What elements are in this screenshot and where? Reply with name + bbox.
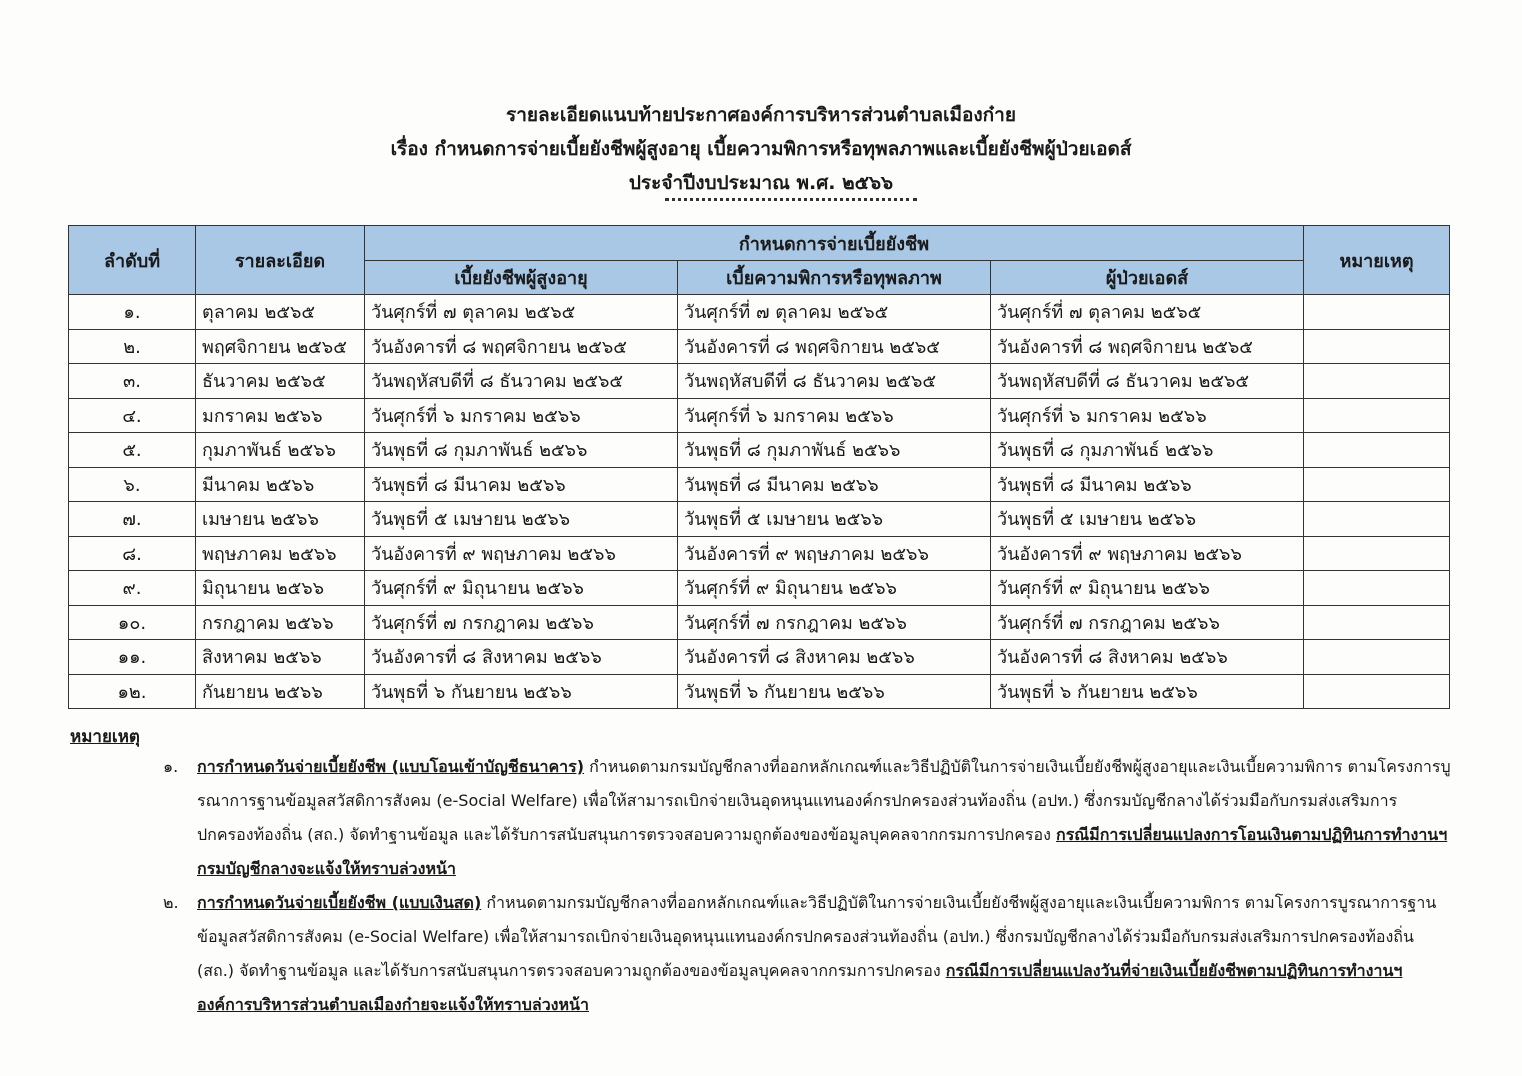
row-number: ๑๑. [69,640,196,675]
header-no: ลำดับที่ [69,226,196,295]
title-line-3: ประจำปีงบประมาณ พ.ศ. ๒๕๖๖ [628,172,894,194]
row-remark [1304,329,1450,364]
row-remark [1304,295,1450,330]
header-elderly: เบี้ยยังชีพผู้สูงอายุ [365,261,678,295]
row-disabled-date: วันพุธที่ ๘ กุมภาพันธ์ ๒๕๖๖ [678,433,991,468]
row-elderly-date: วันศุกร์ที่ ๖ มกราคม ๒๕๖๖ [365,398,678,433]
row-elderly-date: วันอังคารที่ ๘ สิงหาคม ๒๕๖๖ [365,640,678,675]
row-month: เมษายน ๒๕๖๖ [196,502,365,537]
row-remark [1304,433,1450,468]
table-row [69,433,1450,468]
row-remark [1304,467,1450,502]
row-remark [1304,605,1450,640]
row-elderly-date: วันศุกร์ที่ ๙ มิถุนายน ๒๕๖๖ [365,571,678,606]
row-month: มิถุนายน ๒๕๖๖ [196,571,365,606]
row-number: ๙. [69,571,196,606]
row-remark [1304,674,1450,709]
row-elderly-date: วันศุกร์ที่ ๗ กรกฎาคม ๒๕๖๖ [365,605,678,640]
row-number: ๓. [69,364,196,399]
row-month: พฤศจิกายน ๒๕๖๕ [196,329,365,364]
row-disabled-date: วันอังคารที่ ๘ พฤศจิกายน ๒๕๖๕ [678,329,991,364]
header-remark: หมายเหตุ [1304,226,1450,295]
row-aids-date: วันศุกร์ที่ ๗ กรกฎาคม ๒๕๖๖ [991,605,1304,640]
row-disabled-date: วันอังคารที่ ๘ สิงหาคม ๒๕๖๖ [678,640,991,675]
table-row [69,364,1450,399]
row-month: กันยายน ๒๕๖๖ [196,674,365,709]
table-row [69,536,1450,571]
row-elderly-date: วันพฤหัสบดีที่ ๘ ธันวาคม ๒๕๖๕ [365,364,678,399]
table-row [69,674,1450,709]
note-item [163,750,1453,886]
note-text [197,886,1453,1022]
row-aids-date: วันศุกร์ที่ ๖ มกราคม ๒๕๖๖ [991,398,1304,433]
row-aids-date: วันอังคารที่ ๙ พฤษภาคม ๒๕๖๖ [991,536,1304,571]
row-month: กุมภาพันธ์ ๒๕๖๖ [196,433,365,468]
row-disabled-date: วันศุกร์ที่ ๙ มิถุนายน ๒๕๖๖ [678,571,991,606]
row-elderly-date: วันอังคารที่ ๙ พฤษภาคม ๒๕๖๖ [365,536,678,571]
row-month: กรกฎาคม ๒๕๖๖ [196,605,365,640]
row-month: มกราคม ๒๕๖๖ [196,398,365,433]
note-text [197,750,1453,886]
table-row [69,640,1450,675]
header-disabled: เบี้ยความพิการหรือทุพลภาพ [678,261,991,295]
row-disabled-date: วันศุกร์ที่ ๗ กรกฎาคม ๒๕๖๖ [678,605,991,640]
row-disabled-date: วันพุธที่ ๕ เมษายน ๒๕๖๖ [678,502,991,537]
row-aids-date: วันพุธที่ ๘ กุมภาพันธ์ ๒๕๖๖ [991,433,1304,468]
row-remark [1304,398,1450,433]
row-aids-date: วันพฤหัสบดีที่ ๘ ธันวาคม ๒๕๖๕ [991,364,1304,399]
title-line-1: รายละเอียดแนบท้ายประกาศองค์การบริหารส่วนตำบลเมืองก๋าย [506,104,1016,126]
note-heading: การกำหนดวันจ่ายเบี้ยยังชีพ (แบบเงินสด) [197,893,482,912]
row-aids-date: วันพุธที่ ๕ เมษายน ๒๕๖๖ [991,502,1304,537]
note-item [163,886,1453,1022]
row-remark [1304,536,1450,571]
row-number: ๑๒. [69,674,196,709]
note-emphasis: กรณีมีการเปลี่ยนแปลงวันที่จ่ายเงินเบี้ยยังชีพตามปฏิทินการทำงานฯ องค์การบริหารส่วนตำบลเมืองก๋ายจะแจ้งให้ทราบล่วงหน้า [197,961,1403,1014]
table-row [69,467,1450,502]
row-disabled-date: วันพฤหัสบดีที่ ๘ ธันวาคม ๒๕๖๕ [678,364,991,399]
row-month: พฤษภาคม ๒๕๖๖ [196,536,365,571]
row-disabled-date: วันอังคารที่ ๙ พฤษภาคม ๒๕๖๖ [678,536,991,571]
row-disabled-date: วันพุธที่ ๖ กันยายน ๒๕๖๖ [678,674,991,709]
row-number: ๔. [69,398,196,433]
row-remark [1304,640,1450,675]
row-number: ๑. [69,295,196,330]
row-number: ๒. [69,329,196,364]
row-disabled-date: วันศุกร์ที่ ๗ ตุลาคม ๒๕๖๕ [678,295,991,330]
note-number: ๑. [163,757,179,776]
row-elderly-date: วันพุธที่ ๕ เมษายน ๒๕๖๖ [365,502,678,537]
row-number: ๕. [69,433,196,468]
header-schedule-group: กำหนดการจ่ายเบี้ยยังชีพ [365,226,1304,261]
row-elderly-date: วันศุกร์ที่ ๗ ตุลาคม ๒๕๖๕ [365,295,678,330]
payment-schedule-table [68,225,1450,709]
table-row [69,398,1450,433]
row-number: ๑๐. [69,605,196,640]
note-body: กำหนดตามกรมบัญชีกลางที่ออกหลักเกณฑ์และวิธีปฏิบัติในการจ่ายเงินเบี้ยยังชีพผู้สูงอายุและเงินเบี้ยความพิการ ตามโครงการบูรณาการฐานข้อมูลสวัสดิการสังคม (e-Social Welfare) เพื่อให้สามารถเบิกจ่ายเงินอุดหนุนแทนองค์กรปกครองส่วนท้องถิ่น (อปท.) ซึ่งกรมบัญชีกลางได้ร่วมมือกับกรมส่งเสริมการปกครองท้องถิ่น (สถ.) จัดทำฐานข้อมูล และได้รับการสนับสนุนการตรวจสอบความถูกต้องของข้อมูลบุคคลจากกรมการปกครอง [197,757,1451,844]
row-remark [1304,502,1450,537]
row-elderly-date: วันอังคารที่ ๘ พฤศจิกายน ๒๕๖๕ [365,329,678,364]
note-body: กำหนดตามกรมบัญชีกลางที่ออกหลักเกณฑ์และวิธีปฏิบัติในการจ่ายเงินเบี้ยยังชีพผู้สูงอายุและเงินเบี้ยความพิการ ตามโครงการบูรณาการฐานข้อมูลสวัสดิการสังคม (e-Social Welfare) เพื่อให้สามารถเบิกจ่ายเงินอุดหนุนแทนองค์กรปกครองส่วนท้องถิ่น (อปท.) ซึ่งกรมบัญชีกลางได้ร่วมมือกับกรมส่งเสริมการปกครองท้องถิ่น (สถ.) จัดทำฐานข้อมูล และได้รับการสนับสนุนการตรวจสอบความถูกต้องของข้อมูลบุคคลจากกรมการปกครอง [197,893,1437,980]
row-aids-date: วันพุธที่ ๘ มีนาคม ๒๕๖๖ [991,467,1304,502]
table-row [69,571,1450,606]
table-row [69,329,1450,364]
title-line-2: เรื่อง กำหนดการจ่ายเบี้ยยังชีพผู้สูงอายุ เบี้ยความพิการหรือทุพลภาพและเบี้ยยังชีพผู้ป่วยเอดส์ [390,138,1132,160]
row-month: ตุลาคม ๒๕๖๕ [196,295,365,330]
note-number: ๒. [163,893,179,912]
row-disabled-date: วันพุธที่ ๘ มีนาคม ๒๕๖๖ [678,467,991,502]
row-number: ๖. [69,467,196,502]
document-title-block [0,98,1522,200]
row-elderly-date: วันพุธที่ ๘ กุมภาพันธ์ ๒๕๖๖ [365,433,678,468]
row-aids-date: วันพุธที่ ๖ กันยายน ๒๕๖๖ [991,674,1304,709]
row-elderly-date: วันพุธที่ ๖ กันยายน ๒๕๖๖ [365,674,678,709]
row-remark [1304,571,1450,606]
row-month: ธันวาคม ๒๕๖๕ [196,364,365,399]
table-row [69,295,1450,330]
header-aids: ผู้ป่วยเอดส์ [991,261,1304,295]
table-row [69,502,1450,537]
row-month: สิงหาคม ๒๕๖๖ [196,640,365,675]
table-row [69,605,1450,640]
row-aids-date: วันอังคารที่ ๘ พฤศจิกายน ๒๕๖๕ [991,329,1304,364]
dotted-divider [665,198,917,201]
note-heading: การกำหนดวันจ่ายเบี้ยยังชีพ (แบบโอนเข้าบัญชีธนาคาร) [197,757,585,776]
row-number: ๗. [69,502,196,537]
note-emphasis: กรณีมีการเปลี่ยนแปลงการโอนเงินตามปฏิทินการทำงานฯ กรมบัญชีกลางจะแจ้งให้ทราบล่วงหน้า [197,825,1448,878]
row-elderly-date: วันพุธที่ ๘ มีนาคม ๒๕๖๖ [365,467,678,502]
row-aids-date: วันศุกร์ที่ ๗ ตุลาคม ๒๕๖๕ [991,295,1304,330]
row-month: มีนาคม ๒๕๖๖ [196,467,365,502]
row-number: ๘. [69,536,196,571]
row-aids-date: วันศุกร์ที่ ๙ มิถุนายน ๒๕๖๖ [991,571,1304,606]
header-detail: รายละเอียด [196,226,365,295]
row-aids-date: วันอังคารที่ ๘ สิงหาคม ๒๕๖๖ [991,640,1304,675]
row-remark [1304,364,1450,399]
notes-title: หมายเหตุ [70,727,140,747]
row-disabled-date: วันศุกร์ที่ ๖ มกราคม ๒๕๖๖ [678,398,991,433]
